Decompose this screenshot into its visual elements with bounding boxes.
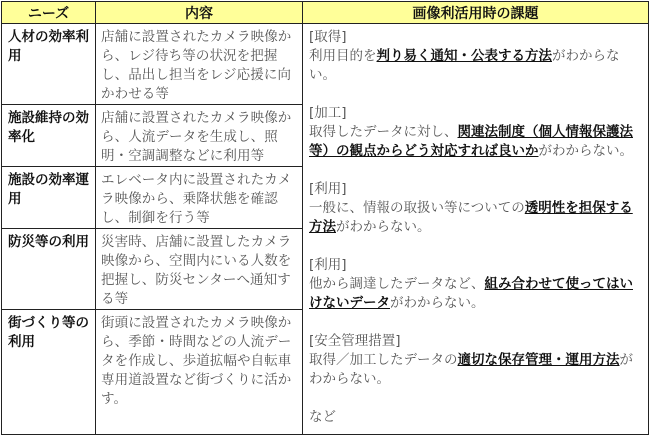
- issues-cell: [303, 24, 649, 435]
- issue-block: [309, 28, 644, 85]
- content-cell: 店舗に設置されたカメラ映像から、人流データを生成し、照明・空調調整などに利用等: [96, 105, 303, 167]
- issue-emphasis: 組み合わせて使ってはいけないデータ: [309, 276, 633, 311]
- issue-text: 一般に、情報の取扱い等についての: [309, 200, 525, 216]
- content-cell: 店舗に設置されたカメラ映像から、レジ待ち等の状況を把握し、品出し担当をレジ応援に向かわせる等: [96, 24, 303, 105]
- issue-block: [309, 180, 644, 237]
- need-cell: 施設維持の効率化: [2, 105, 96, 167]
- issue-tag: [安全管理措置]: [309, 333, 401, 349]
- header-needs: ニーズ: [2, 2, 96, 24]
- issue-text: がわからない。: [336, 219, 431, 235]
- issue-text: がわからない。: [309, 352, 633, 387]
- content-cell: 街頭に設置されたカメラ映像から、季節・時間などの人流データを作成し、歩道拡幅や自転車専用道設置など街づくりに活かす。: [96, 310, 303, 435]
- need-cell: 人材の効率利用: [2, 24, 96, 105]
- need-cell: 防災等の利用: [2, 229, 96, 310]
- issue-text: 取得／加工したデータの: [309, 352, 458, 368]
- issue-text: 他から調達したデータなど、: [309, 276, 485, 292]
- content-cell: 災害時、店舗に設置したカメラ映像から、空間内にいる人数を把握し、防災センターへ通知する等: [96, 229, 303, 310]
- table-row: [2, 24, 649, 105]
- issue-block: [309, 256, 644, 313]
- issue-text: がわからない。: [309, 48, 620, 83]
- needs-issues-table: [1, 1, 649, 435]
- issue-block: [309, 332, 644, 389]
- issue-text: 取得したデータに対し、: [309, 124, 458, 140]
- issue-tag: [取得]: [309, 29, 347, 45]
- issue-tag: [利用]: [309, 257, 347, 273]
- needs-issues-table-frame: [1, 1, 648, 431]
- issue-emphasis: 適切な保存管理・運用方法: [457, 352, 620, 368]
- issue-emphasis: 関連法制度（個人情報保護法等）の観点からどう対応すれば良いか: [309, 124, 633, 159]
- need-cell: 街づくり等の利用: [2, 310, 96, 435]
- need-cell: 施設の効率運用: [2, 167, 96, 229]
- issue-tag: [加工]: [309, 105, 347, 121]
- header-content: 内容: [96, 2, 303, 24]
- issue-text: 利用目的を: [309, 48, 377, 64]
- issues-footer: など: [309, 409, 336, 425]
- header-row: [2, 2, 649, 24]
- issue-block: [309, 104, 644, 161]
- content-cell: エレベータ内に設置されたカメラ映像から、乗降状態を確認し、制御を行う等: [96, 167, 303, 229]
- issue-tag: [利用]: [309, 181, 347, 197]
- header-issues: 画像利活用時の課題: [303, 2, 649, 24]
- issue-text: がわからない。: [538, 143, 633, 159]
- issue-emphasis: 透明性を担保する方法: [309, 200, 633, 235]
- issue-text: がわからない。: [390, 295, 485, 311]
- issue-emphasis: 判り易く通知・公表する方法: [376, 48, 552, 64]
